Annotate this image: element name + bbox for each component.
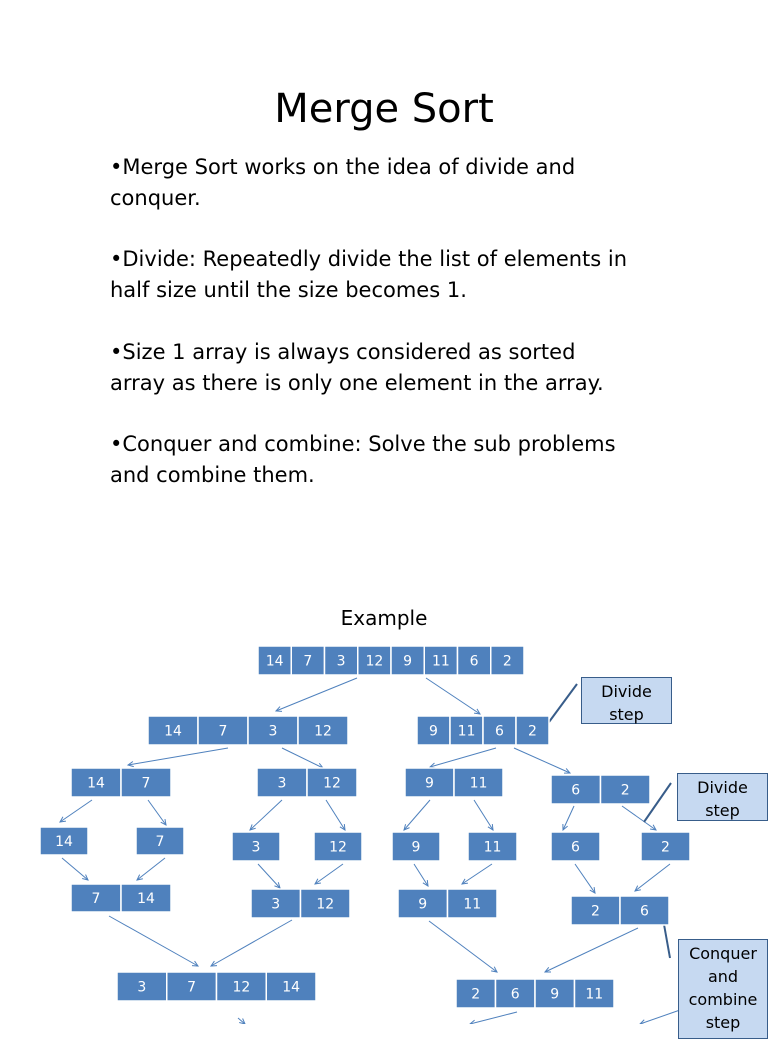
arrowhead (462, 879, 468, 884)
array-cell-value: 14 (164, 723, 182, 740)
array-cell-value: 6 (469, 653, 479, 670)
split-merge-arrow (462, 864, 492, 884)
callout-line: step (705, 1013, 741, 1032)
array-cell-value: 12 (314, 723, 332, 740)
split-merge-arrow (211, 920, 292, 966)
split-merge-arrow (575, 864, 595, 893)
split-merge-arrow (148, 800, 166, 825)
callout-divide-step-1 (581, 677, 672, 724)
callout-line: step (705, 801, 740, 820)
array-cell-value: 3 (336, 653, 346, 670)
array-cell-value: 6 (571, 839, 580, 856)
split-merge-arrow (326, 800, 345, 830)
array-cell-value: 7 (91, 891, 101, 907)
arrowhead (488, 824, 493, 830)
split-merge-arrow (514, 748, 570, 773)
array-cell-value: 3 (251, 839, 261, 856)
array-cell-value: 11 (469, 775, 488, 792)
callout-line: Divide (697, 778, 748, 797)
array-cell-value: 3 (268, 723, 278, 740)
split-merge-arrow (276, 678, 357, 711)
slide-title: Merge Sort (274, 86, 494, 132)
array-cell-value: 12 (316, 896, 335, 913)
split-merge-arrow (414, 864, 428, 886)
split-merge-arrow (429, 921, 497, 972)
array-cell-value: 9 (429, 723, 438, 740)
array-cell-value: 11 (483, 839, 502, 856)
array-cell-value: 3 (277, 775, 287, 792)
array-cell-value: 2 (661, 839, 670, 856)
array-m4b (456, 979, 614, 1008)
split-merge-arrow (60, 800, 92, 822)
arrowhead (340, 824, 345, 830)
bullet-size-one: •Size 1 array is always considered as sorted array as there is only one element in the array. (110, 340, 604, 395)
array-cell-value: 11 (431, 653, 450, 670)
array-root (258, 646, 524, 675)
array-m2_6 (571, 896, 669, 925)
array-cell-value: 2 (528, 723, 537, 740)
array-r2b (551, 775, 650, 804)
array-cell-value: 7 (218, 723, 228, 740)
array-cell-value: 6 (640, 903, 649, 920)
array-cell-value: 3 (271, 896, 281, 913)
split-merge-arrow (137, 858, 165, 880)
array-cell-value: 6 (510, 986, 520, 1003)
array-cell-value: 7 (187, 979, 197, 996)
array-cell-value: 2 (502, 653, 512, 670)
array-cell-value: 12 (323, 775, 341, 792)
array-cell-value: 14 (55, 834, 73, 850)
array-cell-value: 3 (137, 979, 147, 996)
split-merge-arrow (62, 858, 88, 880)
array-s2 (641, 832, 690, 861)
array-cell-value: 6 (571, 782, 581, 799)
array-cell-value: 12 (365, 653, 384, 670)
array-s11 (468, 832, 517, 861)
array-cell-value: 9 (418, 896, 428, 913)
bullet-divide-conquer: •Merge Sort works on the idea of divide and conquer. (110, 155, 576, 210)
array-cell-value: 12 (329, 839, 347, 856)
array-cell-value: 14 (87, 775, 105, 792)
array-cell-value: 7 (141, 775, 151, 792)
split-merge-arrow (430, 748, 496, 767)
arrowhead (423, 880, 428, 886)
array-m3_12 (251, 889, 350, 918)
split-merge-arrow (109, 916, 198, 966)
array-cell-value: 11 (463, 896, 482, 913)
split-merge-arrow (545, 928, 638, 972)
array-s3 (232, 832, 280, 861)
split-merge-arrow (563, 806, 574, 830)
split-merge-arrow (635, 864, 670, 891)
array-s9 (392, 832, 440, 861)
array-cell-value: 9 (550, 986, 560, 1003)
array-cell-value: 9 (403, 653, 413, 670)
array-cell-value: 7 (155, 834, 165, 850)
split-merge-arrow (250, 800, 282, 830)
array-cell-value: 11 (585, 986, 604, 1003)
split-merge-arrow (474, 800, 493, 830)
callout-line: combine (688, 990, 758, 1009)
bullet-divide: •Divide: Repeatedly divide the list of elements in half size until the size becomes 1. (110, 247, 628, 302)
array-s12 (314, 832, 362, 861)
arrowhead (474, 709, 480, 714)
bullet-conquer-combine: •Conquer and combine: Solve the sub problems and combine them. (110, 432, 616, 487)
callout-line: step (609, 705, 644, 724)
array-cell-value: 2 (471, 986, 481, 1003)
array-l1 (148, 716, 348, 745)
array-m9_11 (398, 889, 497, 918)
array-cell-value: 2 (591, 903, 600, 920)
array-s14 (40, 827, 88, 855)
array-cell-value: 11 (457, 723, 476, 740)
example-label: Example (340, 606, 428, 630)
array-cell-value: 14 (282, 979, 301, 996)
array-cell-value: 9 (425, 775, 434, 792)
array-s6 (551, 832, 600, 861)
split-merge-arrow (640, 1010, 680, 1024)
callout-line: Divide (601, 682, 652, 701)
array-cell-value: 9 (411, 839, 421, 856)
array-r2a (405, 768, 503, 797)
split-merge-arrow (622, 806, 656, 830)
array-m4a (117, 972, 316, 1001)
split-merge-arrow (128, 748, 228, 765)
array-cell-value: 14 (137, 891, 155, 907)
callout-line: and (707, 967, 739, 986)
callout-conquer-step (678, 939, 768, 1039)
split-merge-arrow (282, 748, 323, 768)
array-s7 (136, 827, 184, 855)
split-merge-arrow (426, 678, 480, 714)
array-l2a (71, 768, 171, 797)
array-r1 (417, 716, 549, 745)
array-cell-value: 7 (303, 653, 313, 670)
callout-divide-step-2 (677, 773, 768, 821)
array-l2b (257, 768, 357, 797)
array-cell-value: 12 (232, 979, 251, 996)
array-cell-value: 6 (495, 723, 504, 740)
split-merge-arrow (258, 864, 280, 888)
split-merge-arrow (470, 1012, 517, 1024)
callout-line: Conquer (689, 944, 757, 963)
split-merge-arrow (315, 864, 343, 884)
callout-pointer (549, 684, 577, 722)
array-cell-value: 2 (620, 782, 630, 799)
array-m7_14 (71, 884, 171, 912)
array-cell-value: 14 (265, 653, 284, 670)
split-merge-arrow (404, 800, 430, 830)
